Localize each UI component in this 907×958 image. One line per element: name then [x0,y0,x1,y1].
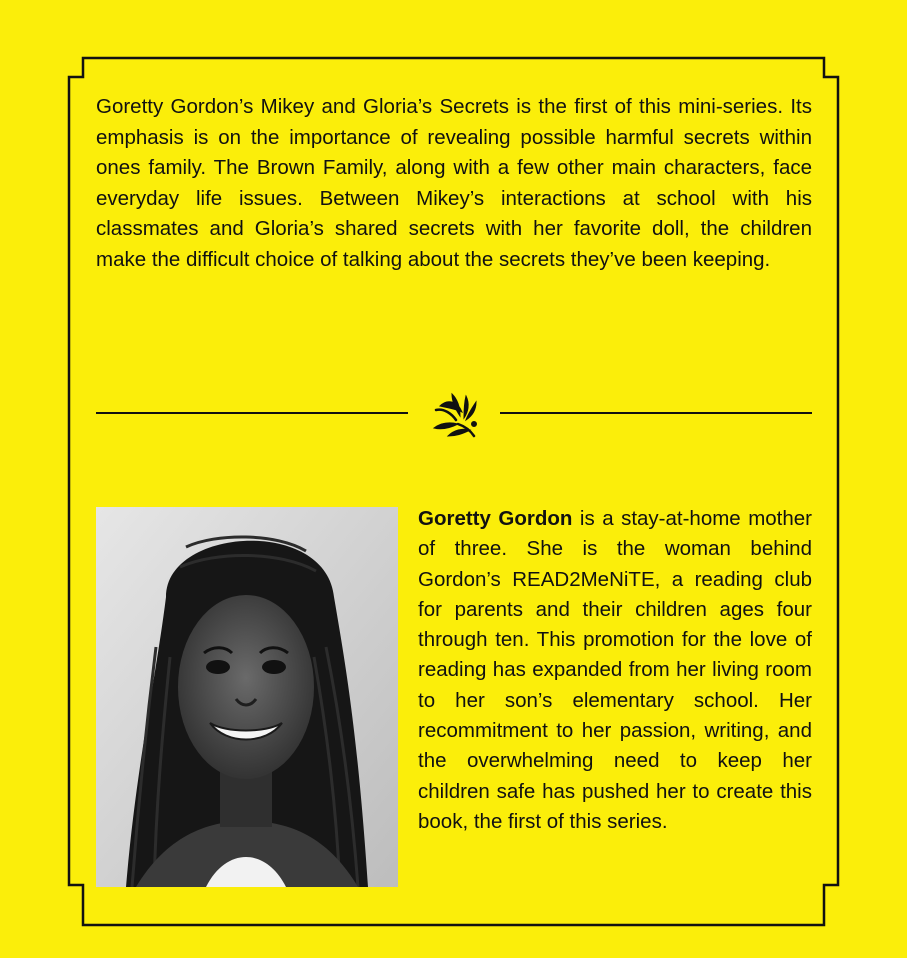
divider-line-right [500,412,812,414]
author-bio-text: is a stay-at-home mother of three. She is the woman behind Gordon’s READ2MeNiTE, a reading club for parents and their children ages four through ten. This promotion for the love of reading has expanded from her living room to her son’s elementary school. Her recommitment to her passion, writing, and the overwhelming need to keep her children safe has pushed her to create this book, the first of this series. [418,507,812,833]
section-divider [96,388,812,448]
author-photo [96,507,398,887]
divider-line-left [96,412,408,414]
book-synopsis: Goretty Gordon’s Mikey and Gloria’s Secrets is the first of this mini-series. Its emphasis is on the importance of revealing possible harmful secrets within ones family. The Brown Family, along with a few other main characters, face everyday life issues. Between Mikey’s interactions at school with his classmates and Gloria’s shared secrets with her favorite doll, the children make the difficult choice of talking about the secrets they’ve been keeping. [96,95,812,271]
floral-ornament-icon [430,388,482,442]
author-portrait [96,507,398,887]
author-bio [418,504,812,837]
author-name: Goretty Gordon [418,507,573,530]
